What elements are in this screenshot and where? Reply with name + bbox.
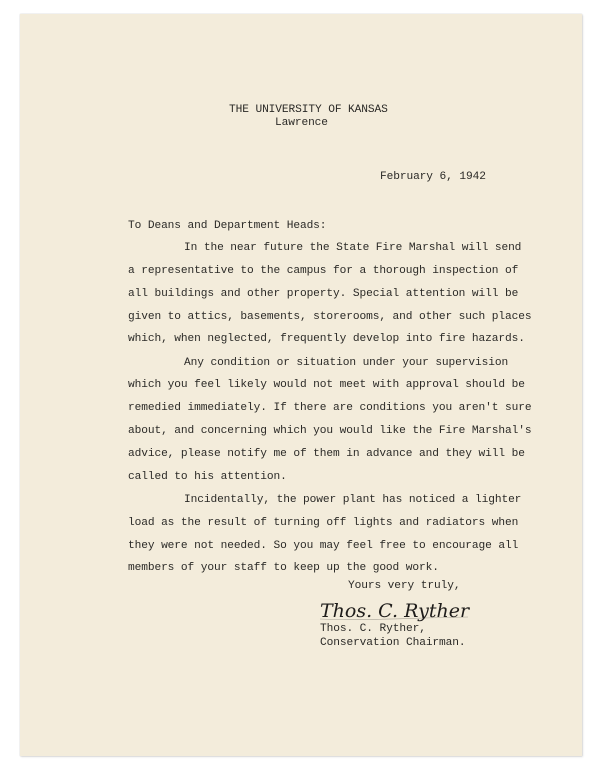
body-line: about, and concerning which you would like the Fire Marshal's [128,425,532,437]
letterhead-city: Lawrence [275,117,328,129]
body-line: which, when neglected, frequently develop into fire hazards. [128,333,525,345]
letterhead-institution: THE UNIVERSITY OF KANSAS [229,104,388,116]
signature-text: Thos. C. Ryther [320,600,470,622]
body-line: remedied immediately. If there are conditions you aren't sure [128,402,532,414]
letter-date: February 6, 1942 [380,171,486,183]
body-line: which you feel likely would not meet with approval should be [128,379,525,391]
body-line: all buildings and other property. Special attention will be [128,288,519,300]
body-line: members of your staff to keep up the good work. [128,562,439,574]
body-line: Any condition or situation under your supervision [184,357,509,369]
signer-name: Thos. C. Ryther, [320,623,426,635]
body-line: they were not needed. So you may feel free to encourage all [128,540,519,552]
body-line: called to his attention. [128,471,287,483]
body-line: Incidentally, the power plant has noticed a lighter [184,494,522,506]
body-line: a representative to the campus for a thorough inspection of [128,265,519,277]
body-line: advice, please notify me of them in advance and they will be [128,448,525,460]
signer-title: Conservation Chairman. [320,637,466,649]
body-line: given to attics, basements, storerooms, and other such places [128,311,532,323]
closing: Yours very truly, [348,580,461,592]
body-line: load as the result of turning off lights and radiators when [128,517,519,529]
body-line: In the near future the State Fire Marshal will send [184,242,522,254]
salutation: To Deans and Department Heads: [128,220,327,232]
